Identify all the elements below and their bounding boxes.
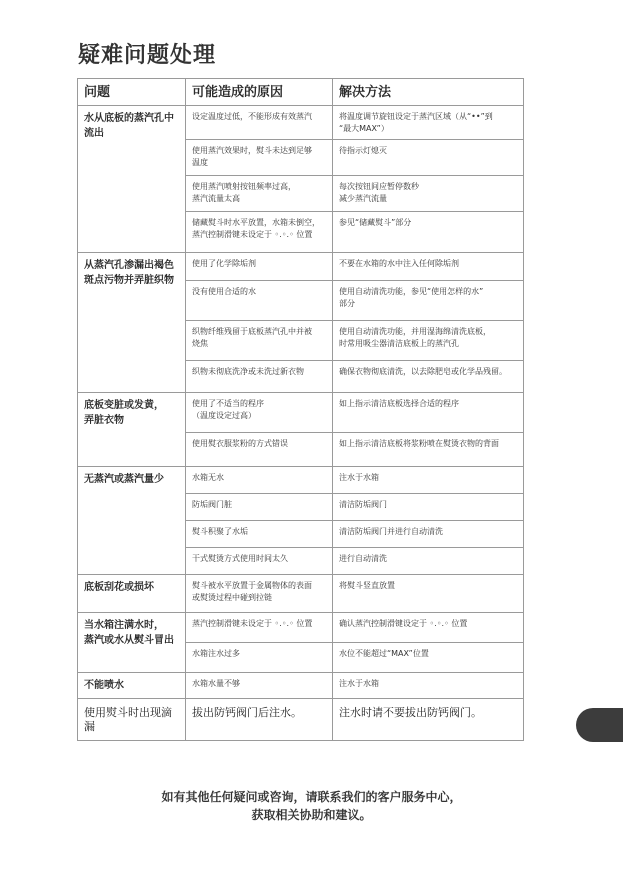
- cause-cell: 没有使用合适的水: [186, 281, 333, 321]
- table-row: [78, 613, 524, 643]
- solution-cell: 注水时请不要拔出防钙阀门。: [333, 699, 524, 741]
- solution-cell: 确认蒸汽控制滑键设定于 ◦.◦.◦ 位置: [333, 613, 524, 643]
- cause-cell: 水箱水量不够: [186, 673, 333, 699]
- table-row: [78, 575, 524, 613]
- cause-cell: 干式熨烫方式使用时间太久: [186, 548, 333, 575]
- solution-cell: 待指示灯熄灭: [333, 140, 524, 176]
- page-edge-tab: [576, 708, 623, 742]
- solution-cell: 不要在水箱的水中注入任何除垢剂: [333, 253, 524, 281]
- table-row: [78, 467, 524, 494]
- cause-cell: 熨斗积聚了水垢: [186, 521, 333, 548]
- solution-cell: 使用自动清洗功能，参见“使用怎样的水” 部分: [333, 281, 524, 321]
- cause-cell: 熨斗被水平放置于金属物体的表面 或熨烫过程中碰到拉链: [186, 575, 333, 613]
- problem-cell: 从蒸汽孔渗漏出褐色 斑点污物并弄脏织物: [78, 253, 186, 393]
- cause-cell: 蒸汽控制滑键未设定于 ◦.◦.◦ 位置: [186, 613, 333, 643]
- table-header-row: [78, 79, 524, 106]
- header-problem: 问题: [78, 79, 186, 106]
- problem-cell: 底板刮花或损坏: [78, 575, 186, 613]
- table-row: [78, 673, 524, 699]
- page-title: 疑难问题处理: [78, 43, 217, 68]
- solution-cell: 将温度调节旋钮设定于蒸汽区域（从“••”到 “最大MAX”）: [333, 106, 524, 140]
- cause-cell: 使用蒸汽效果时，熨斗未达到足够 温度: [186, 140, 333, 176]
- customer-service-note: [0, 788, 623, 824]
- solution-cell: 如上指示清洁底板选择合适的程序: [333, 393, 524, 433]
- table-row: [78, 253, 524, 281]
- problem-cell: 底板变脏或发黄， 弄脏衣物: [78, 393, 186, 467]
- solution-cell: 注水于水箱: [333, 467, 524, 494]
- solution-cell: 清洁防垢阀门并进行自动清洗: [333, 521, 524, 548]
- troubleshooting-table: [77, 78, 524, 741]
- cause-cell: 水箱无水: [186, 467, 333, 494]
- cause-cell: 使用了化学除垢剂: [186, 253, 333, 281]
- table-row: [78, 393, 524, 433]
- cause-cell: 使用熨衣服浆粉的方式错误: [186, 433, 333, 467]
- cause-cell: 拔出防钙阀门后注水。: [186, 699, 333, 741]
- footer-line-1: 如有其他任何疑问或咨询，请联系我们的客户服务中心，: [161, 790, 462, 804]
- solution-cell: 清洁防垢阀门: [333, 494, 524, 521]
- solution-cell: 每次按钮间应暂停数秒 减少蒸汽流量: [333, 176, 524, 212]
- solution-cell: 使用自动清洗功能，并用湿海绵清洗底板， 时常用吸尘器清洁底板上的蒸汽孔: [333, 321, 524, 361]
- solution-cell: 参见“储藏熨斗”部分: [333, 212, 524, 253]
- solution-cell: 水位不能超过“MAX”位置: [333, 643, 524, 673]
- table-row: [78, 106, 524, 140]
- solution-cell: 确保衣物彻底清洗，以去除肥皂或化学品残留。: [333, 361, 524, 393]
- solution-cell: 注水于水箱: [333, 673, 524, 699]
- cause-cell: 使用蒸汽喷射按钮频率过高， 蒸汽流量太高: [186, 176, 333, 212]
- solution-cell: 如上指示清洁底板将浆粉喷在熨烫衣物的背面: [333, 433, 524, 467]
- cause-cell: 防垢阀门脏: [186, 494, 333, 521]
- table-row: [78, 699, 524, 741]
- solution-cell: 将熨斗竖直放置: [333, 575, 524, 613]
- cause-cell: 织物纤维残留于底板蒸汽孔中并被 烧焦: [186, 321, 333, 361]
- cause-cell: 使用了不适当的程序 （温度设定过高）: [186, 393, 333, 433]
- problem-cell: 不能喷水: [78, 673, 186, 699]
- solution-cell: 进行自动清洗: [333, 548, 524, 575]
- problem-cell: 当水箱注满水时， 蒸汽或水从熨斗冒出: [78, 613, 186, 673]
- footer-line-2: 获取相关协助和建议。: [251, 808, 372, 822]
- problem-cell: 水从底板的蒸汽孔中 流出: [78, 106, 186, 253]
- problem-cell: 使用熨斗时出现滴漏: [78, 699, 186, 741]
- cause-cell: 储藏熨斗时水平放置，水箱未倒空， 蒸汽控制滑键未设定于 ◦.◦.◦ 位置: [186, 212, 333, 253]
- cause-cell: 织物未彻底洗净或未洗过新衣物: [186, 361, 333, 393]
- cause-cell: 设定温度过低，不能形成有效蒸汽: [186, 106, 333, 140]
- problem-cell: 无蒸汽或蒸汽量少: [78, 467, 186, 575]
- cause-cell: 水箱注水过多: [186, 643, 333, 673]
- header-solution: 解决方法: [333, 79, 524, 106]
- header-cause: 可能造成的原因: [186, 79, 333, 106]
